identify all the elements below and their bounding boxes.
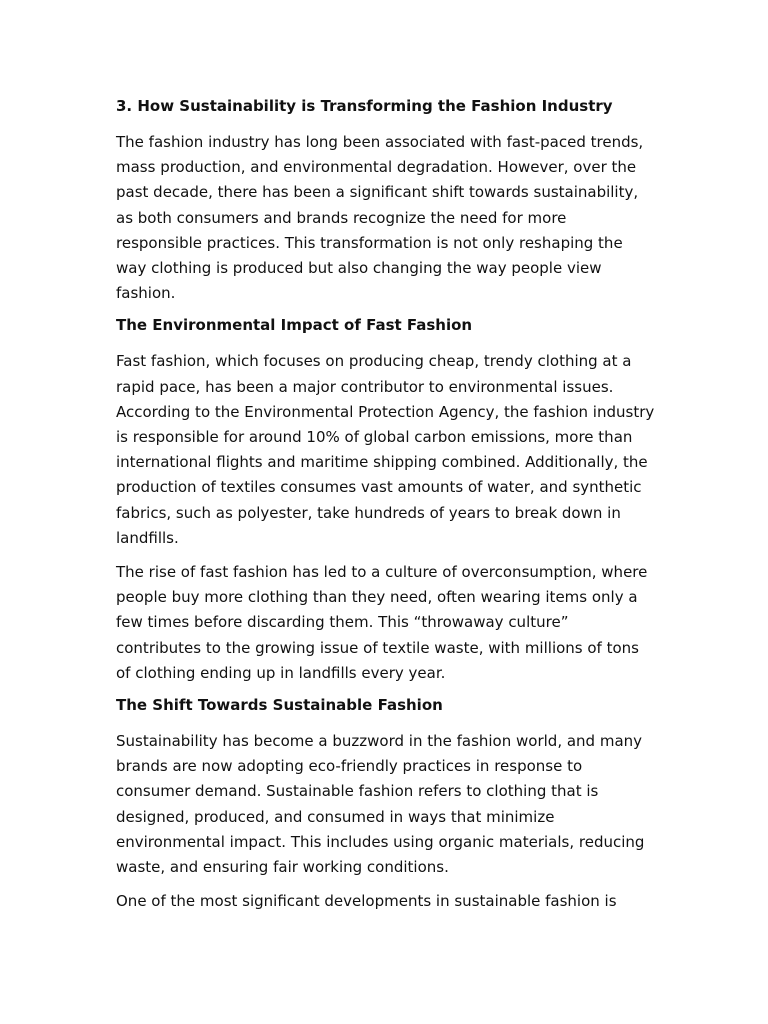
document-title: 3. How Sustainability is Transforming the Fashion Industry (116, 97, 613, 115)
section-heading-sustainable-shift: The Shift Towards Sustainable Fashion (116, 696, 443, 715)
document-page (116, 96, 656, 914)
paragraph-fast-fashion-impact: Fast fashion, which focuses on producing cheap, trendy clothing at a rapid pace, has been a major contributor to environmental issues. According to the Environmental Protection Agency, the fashion industry is responsible for around 10% of global carbon emissions, more than international flights and maritime shipping combined. Additionally, the production of textiles consumes vast amounts of water, and synthetic fabrics, such as polyester, take hundreds of years to break down in landfills. (116, 352, 655, 547)
paragraph-significant-developments: One of the most significant developments in sustainable fashion is (116, 892, 617, 911)
paragraph-overconsumption: The rise of fast fashion has led to a culture of overconsumption, where people buy more clothing than they need, often wearing items only a few times before discarding them. This “throwaway culture” contributes to the growing issue of textile waste, with millions of tons of clothing ending up in landfills every year. (116, 563, 648, 682)
section-heading-environmental-impact: The Environmental Impact of Fast Fashion (116, 316, 473, 335)
paragraph-sustainability-buzzword: Sustainability has become a buzzword in the fashion world, and many brands are now adopting eco-friendly practices in response to consumer demand. Sustainable fashion refers to clothing that is designed, produced, and consumed in ways that minimize environmental impact. This includes using organic materials, reducing waste, and ensuring fair working conditions. (116, 732, 645, 877)
intro-paragraph: The fashion industry has long been associated with fast-paced trends, mass production, and environmental degradation. However, over the past decade, there has been a significant shift towards sustainability, as both consumers and brands recognize the need for more responsible practices. This transformation is not only reshaping the way clothing is produced but also changing the way people view fashion. (116, 133, 644, 303)
